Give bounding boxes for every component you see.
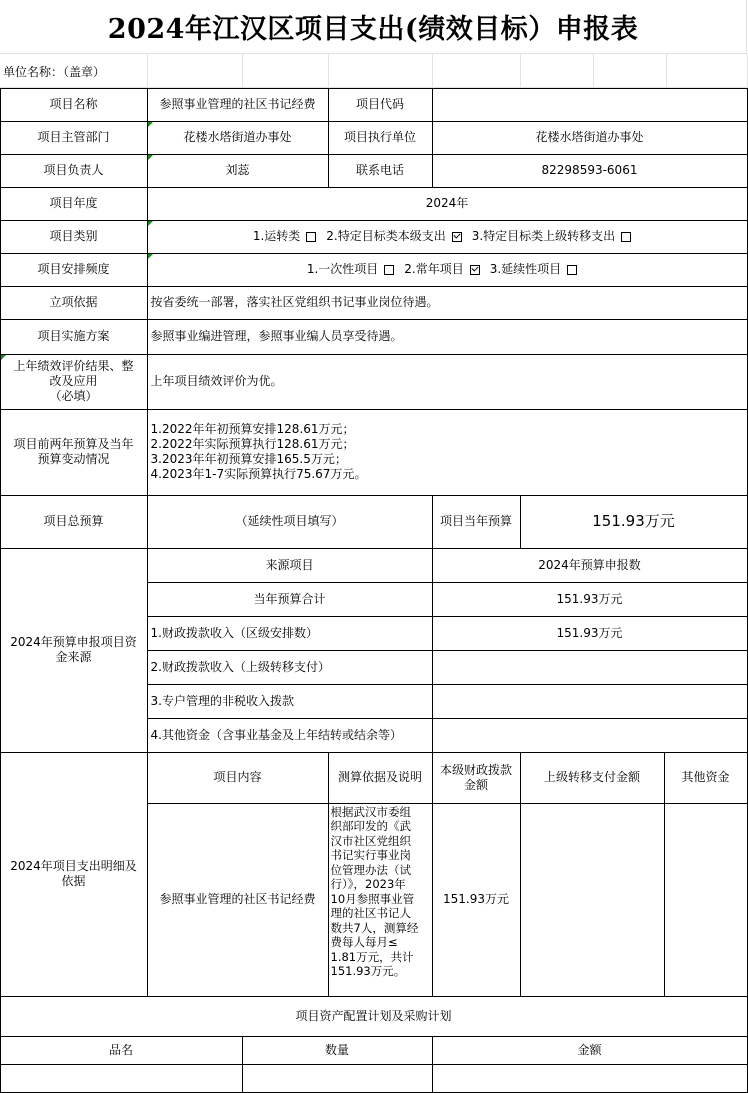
project-code-value[interactable]	[432, 88, 748, 122]
project-code-label: 项目代码	[328, 88, 433, 122]
funding-source: 2.财政拨款收入（上级转移支付）	[147, 650, 433, 685]
leader-label: 项目负责人	[0, 154, 148, 188]
label-line: 金额	[463, 777, 488, 792]
basis-line: 1.81万元，共计	[330, 949, 414, 964]
last-eval-value[interactable]: 上年项目绩效评价为优。	[147, 354, 748, 410]
funding-header-amount: 2024年预算申报数	[432, 548, 748, 583]
funding-source: 1.财政拨款收入（区级安排数）	[147, 616, 433, 651]
exec-unit-label: 项目执行单位	[328, 121, 433, 155]
basis-value[interactable]: 按省委统一部署，落实社区党组织书记事业岗位待遇。	[147, 286, 748, 320]
current-budget-label: 项目当年预算	[432, 495, 521, 549]
gridcell	[520, 54, 594, 88]
category-option-3: 3.特定目标类上级转移支出	[471, 229, 616, 243]
basis-line: 行）》，2023年	[330, 877, 406, 891]
funding-amount[interactable]: 151.93万元	[432, 582, 748, 617]
comment-marker-icon	[148, 155, 153, 160]
category-label: 项目类别	[0, 220, 148, 254]
history-item: 3.2023年年初预算安排165.5万元；	[150, 452, 347, 466]
funding-header-source: 来源项目	[147, 548, 433, 583]
unit-name-label: 单位名称：（盖章）	[3, 64, 106, 79]
exec-unit-value[interactable]: 花楼水塔街道办事处	[432, 121, 748, 155]
dept-label: 项目主管部门	[0, 121, 148, 155]
assets-amount-cell[interactable]	[432, 1064, 748, 1093]
funding-amount[interactable]	[432, 684, 748, 719]
leader-value[interactable]: 刘蕊	[147, 154, 329, 188]
history-item: 4.2023年1-7实际预算执行75.67万元。	[150, 467, 367, 481]
label-line: 2024年项目支出明细及	[10, 859, 137, 873]
basis-line: 织部印发的《武	[330, 819, 411, 833]
details-label	[0, 752, 148, 997]
funding-amount[interactable]	[432, 650, 748, 685]
project-name-value[interactable]: 参照事业管理的社区书记经费	[147, 88, 329, 122]
basis-line: 汉市社区党组织	[330, 833, 411, 848]
assets-name-cell[interactable]	[0, 1064, 243, 1093]
year-label: 项目年度	[0, 187, 148, 221]
plan-value[interactable]: 参照事业编进管理，参照事业编人员享受待遇。	[147, 319, 748, 355]
funding-amount[interactable]	[432, 718, 748, 753]
comment-marker-icon	[148, 221, 153, 226]
basis-line: 151.93万元。	[330, 964, 406, 978]
project-name-label: 项目名称	[0, 88, 148, 122]
label-line: 预算变动情况	[37, 452, 110, 466]
basis-line: 书记实行事业岗	[330, 848, 411, 862]
comment-marker-icon	[148, 122, 153, 127]
year-value[interactable]: 2024年	[147, 187, 748, 221]
assets-title: 项目资产配置计划及采购计划	[0, 996, 748, 1037]
basis-line: 位管理办法（试	[330, 862, 411, 877]
frequency-option-1: 1.一次性项目	[306, 262, 379, 276]
checkbox-checked-icon[interactable]	[452, 232, 462, 242]
gridcell	[593, 54, 667, 88]
gridcell	[666, 54, 748, 88]
category-option-1: 1.运转类	[252, 229, 301, 243]
funding-source: 当年预算合计	[147, 582, 433, 617]
gridcell	[328, 54, 433, 88]
last-eval-label	[0, 354, 148, 410]
details-transfer[interactable]	[520, 803, 665, 997]
label-line: 项目前两年预算及当年	[13, 437, 134, 451]
details-header-local	[432, 752, 521, 804]
basis-label: 立项依据	[0, 286, 148, 320]
frequency-option-3: 3.延续性项目	[489, 262, 562, 276]
details-other[interactable]	[664, 803, 748, 997]
dept-value[interactable]: 花楼水塔街道办事处	[147, 121, 329, 155]
details-header-content: 项目内容	[147, 752, 329, 804]
details-content[interactable]: 参照事业管理的社区书记经费	[147, 803, 329, 997]
assets-qty-cell[interactable]	[242, 1064, 433, 1093]
details-header-basis: 测算依据及说明	[328, 752, 433, 804]
label-line: 依据	[61, 874, 86, 888]
gridcell	[242, 54, 329, 88]
details-basis[interactable]	[328, 803, 433, 997]
label-line: 2024年预算申报项目资	[10, 635, 137, 649]
frequency-option-2: 2.常年项目	[404, 262, 464, 276]
label-line: 金来源	[55, 650, 92, 664]
assets-header-amount: 金额	[432, 1036, 748, 1065]
phone-label: 联系电话	[328, 154, 433, 188]
funding-source: 4.其他资金（含事业基金及上年结转或结余等）	[147, 718, 433, 753]
label-line: 本级财政拨款	[439, 762, 512, 777]
plan-label: 项目实施方案	[0, 319, 148, 355]
funding-label	[0, 548, 148, 753]
frequency-label: 项目安排频度	[0, 253, 148, 287]
history-item: 1.2022年年初预算安排128.61万元；	[150, 422, 355, 436]
basis-line: 10月参照事业管	[330, 891, 415, 906]
basis-line: 费每人每月≤	[330, 935, 398, 949]
assets-header-qty: 数量	[242, 1036, 433, 1065]
details-local[interactable]: 151.93万元	[432, 803, 521, 997]
category-options	[147, 220, 748, 254]
basis-line: 数共7人，测算经	[330, 920, 419, 935]
checkbox-unchecked-icon[interactable]	[621, 232, 631, 242]
details-header-other: 其他资金	[664, 752, 748, 804]
label-line: 改及应用	[49, 374, 98, 388]
gridcell	[147, 54, 243, 88]
basis-line: 理的社区书记人	[330, 906, 411, 920]
gridcell	[432, 54, 521, 88]
comment-marker-icon	[1, 355, 6, 360]
history-item: 2.2022年实际预算执行128.61万元；	[150, 437, 355, 451]
comment-marker-icon	[148, 254, 153, 259]
label-line: （必填）	[49, 389, 98, 403]
frequency-options	[147, 253, 748, 287]
history-list[interactable]	[147, 409, 748, 496]
current-budget-value[interactable]: 151.93万元	[520, 495, 748, 549]
total-budget-label: 项目总预算	[0, 495, 148, 549]
details-header-transfer: 上级转移支付金额	[520, 752, 665, 804]
assets-header-name: 品名	[0, 1036, 243, 1065]
page-title: 2024年江汉区项目支出(绩效目标）申报表	[0, 0, 747, 54]
funding-amount[interactable]: 151.93万元	[432, 616, 748, 651]
checkbox-checked-icon[interactable]	[470, 265, 480, 275]
total-budget-value[interactable]: （延续性项目填写）	[147, 495, 433, 549]
checkbox-unchecked-icon[interactable]	[306, 232, 316, 242]
category-option-2: 2.特定目标类本级支出	[326, 229, 446, 243]
basis-line: 根据武汉市委组	[330, 804, 411, 819]
label-line: 上年绩效评价结果、整	[13, 359, 134, 373]
history-label	[0, 409, 148, 496]
phone-value[interactable]: 82298593-6061	[432, 154, 748, 188]
checkbox-unchecked-icon[interactable]	[567, 265, 577, 275]
checkbox-unchecked-icon[interactable]	[384, 265, 394, 275]
funding-source: 3.专户管理的非税收入拨款	[147, 684, 433, 719]
